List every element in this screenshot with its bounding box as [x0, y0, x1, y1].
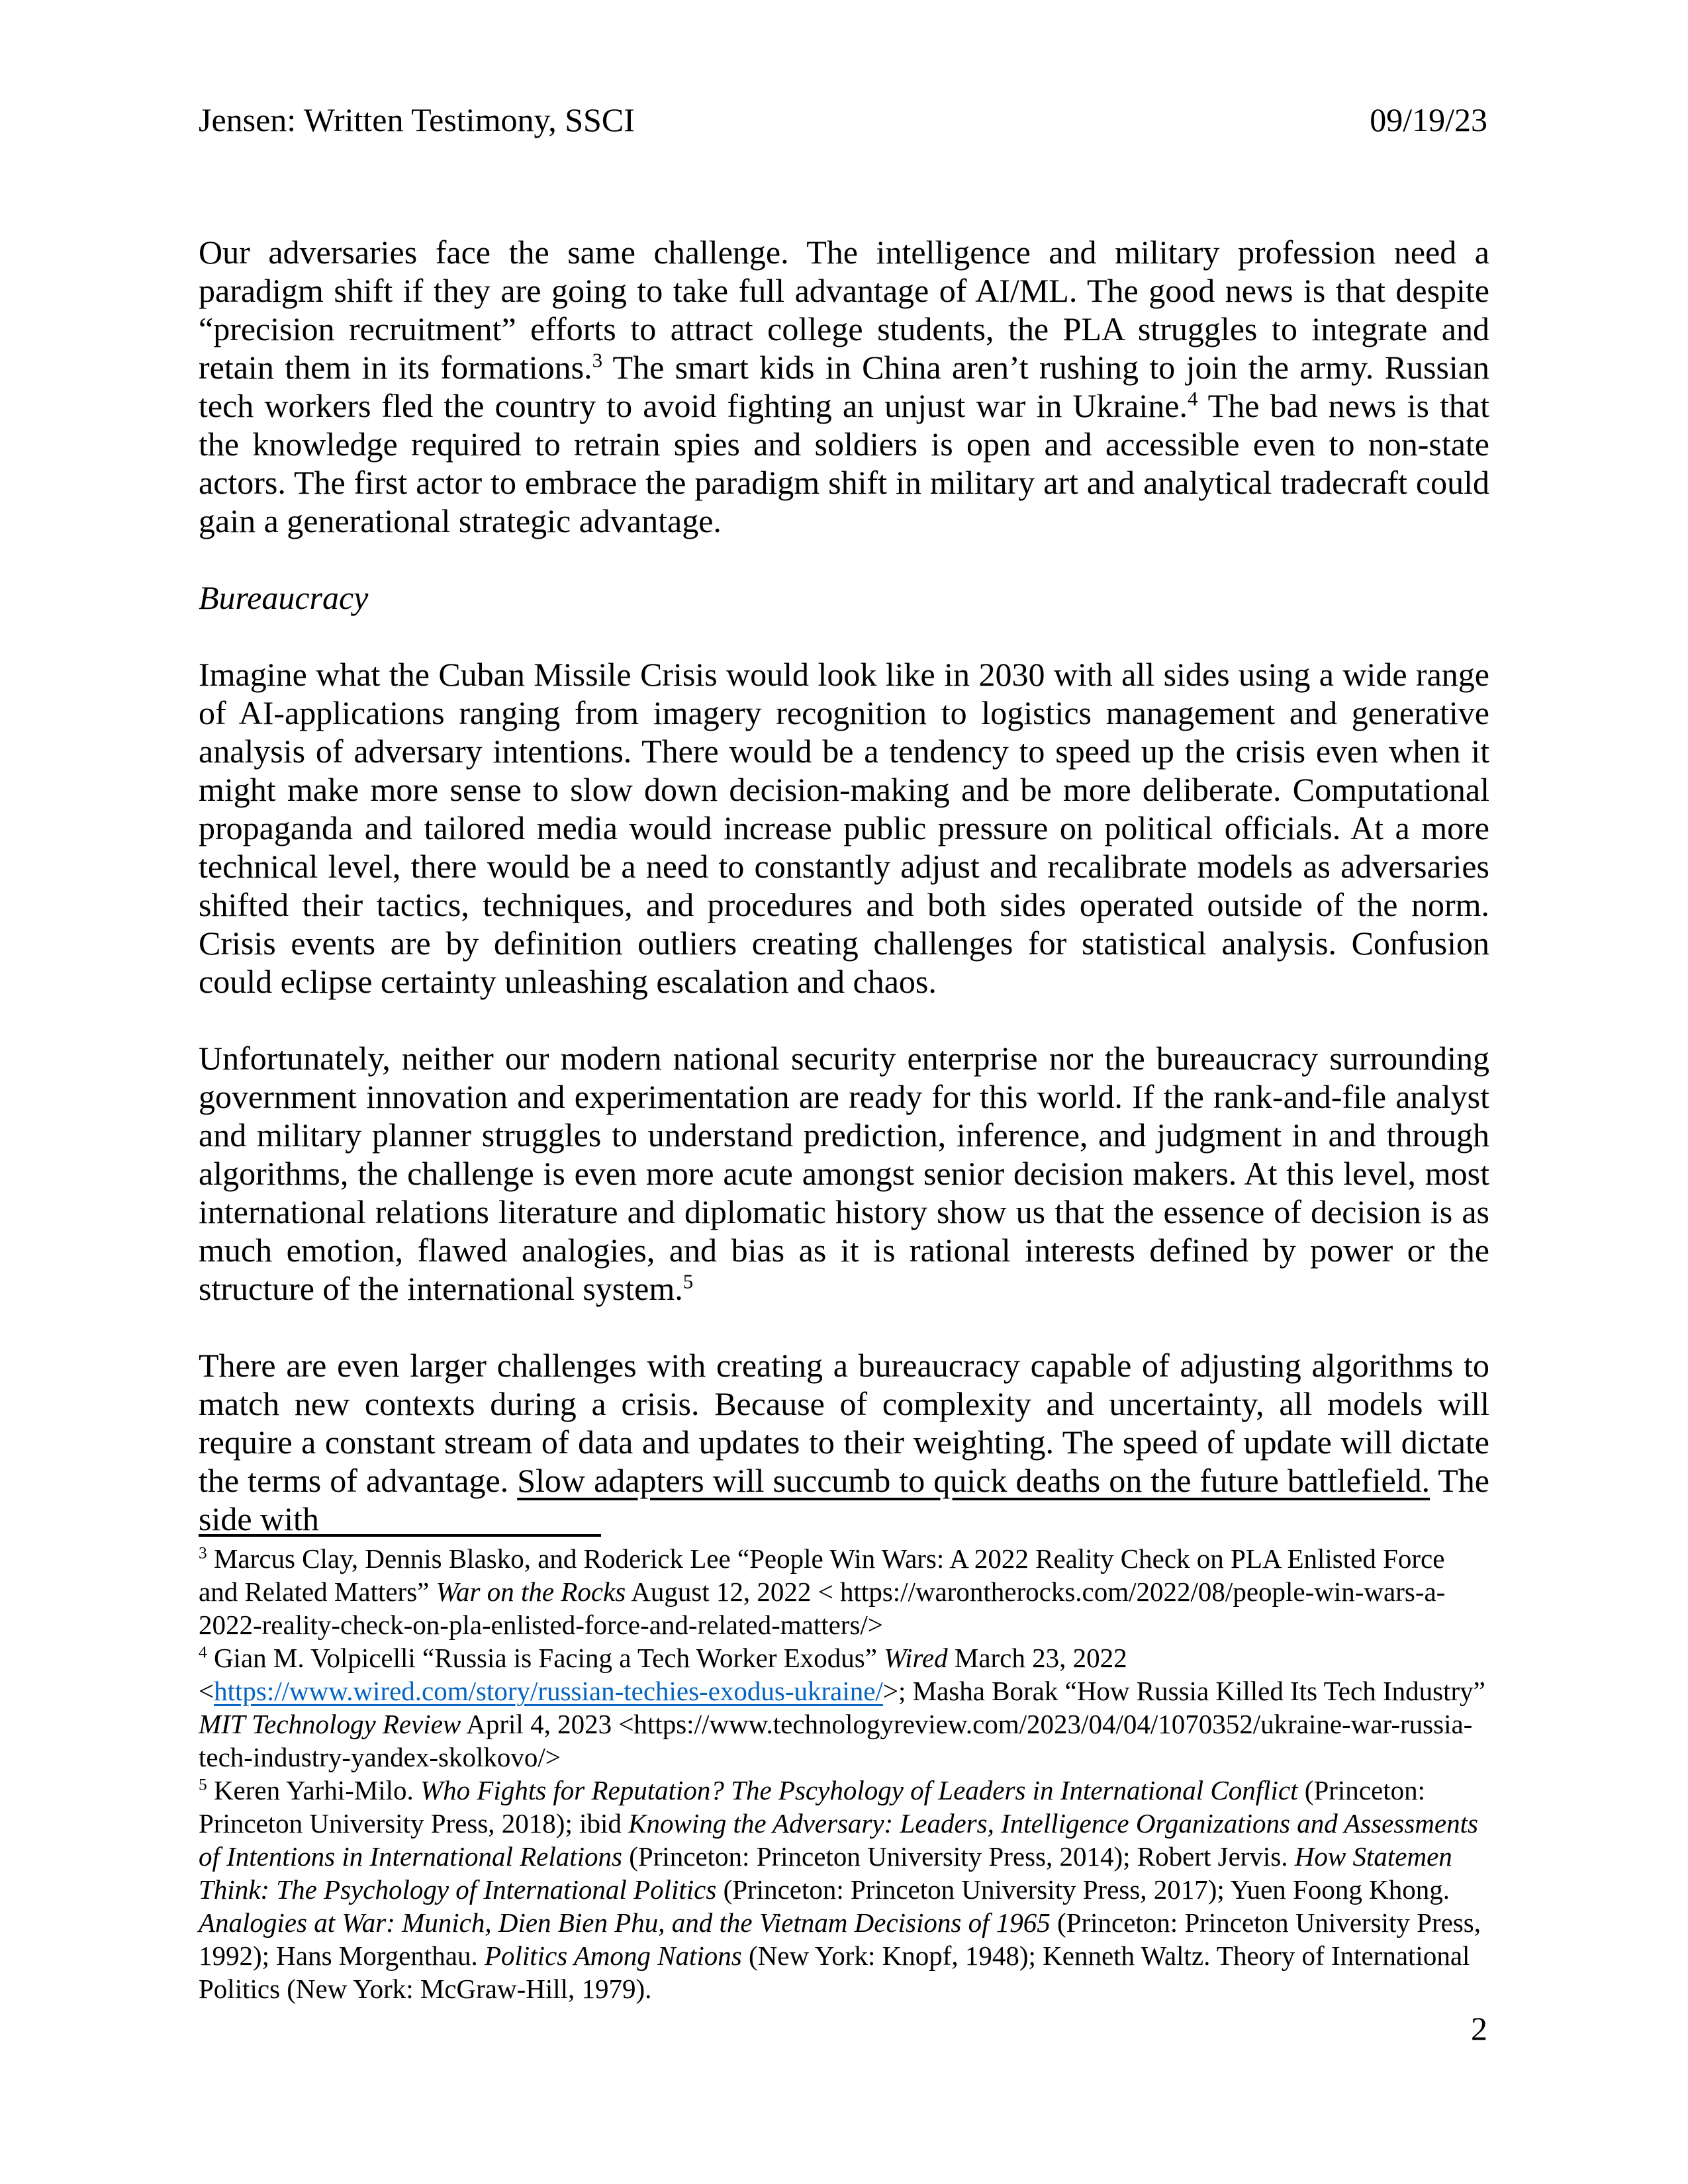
footnote-separator	[199, 1534, 601, 1537]
document-body	[199, 233, 1489, 1576]
footnote-reference: 5	[199, 1775, 207, 1794]
paragraph-cuban-missile-crisis: Imagine what the Cuban Missile Crisis would look like in 2030 with all sides using a wide range of AI-applications ranging from imagery recognition to logistics management and generative analysis of adversary intentions. There would be a tendency to speed up the crisis even when it might make more sense to slow down decision-making and be more deliberate. Computational propaganda and tailored media would increase public pressure on political officials. At a more technical level, there would be a need to constantly adjust and recalibrate models as adversaries shifted their tactics, techniques, and procedures and both sides operated outside of the norm. Crisis events are by definition outliers creating challenges for statistical analysis. Confusion could eclipse certainty unleashing escalation and chaos.	[199, 656, 1489, 1000]
footnote-3: $^3$ Marcus Clay, Dennis Blasko, and Roderick Lee “People Win Wars: A 2022 Reality Check on PLA Enlisted Force and Related Matters” War on the Rocks August 12, 2022 < https://warontherocks.com/2022/08/people-win-wars-a-2022-reality-check-on-pla-enlisted-force-and-related-matters/>	[199, 1543, 1446, 1640]
paragraph-bureaucracy-readiness: Unfortunately, neither our modern national security enterprise nor the bureaucracy surrounding government innovation and experimentation are ready for this world. If the rank-and-file analyst and military planner struggles to understand prediction, inference, and judgment in and through algorithms, the challenge is even more acute amongst senior decision makers. At this level, most international relations literature and diplomatic history show us that the essence of decision is as much emotion, flawed analogies, and bias as it is rational interests defined by power or the structure of the international system.$^5$	[199, 1040, 1489, 1307]
header-title: Jensen: Written Testimony, SSCI	[199, 101, 635, 138]
footnote-5: $^5$ Keren Yarhi-Milo. Who Fights for Reputation? The Pscyhology of Leaders in International Conflict (Princeton: Princeton University Press, 2018); ibid Knowing the Adversary: Leaders, Intelligence Organizations and Assessments of Intentions in International Relations (Princeton: Princeton University Press, 2014); Robert Jervis. How Statemen Think: The Psychology of International Politics (Princeton: Princeton University Press, 2017); Yuen Foong Khong. Analogies at War: Munich, Dien Bien Phu, and the Vietnam Decisions of 1965 (Princeton: Princeton University Press, 1992); Hans Morgenthau. Politics Among Nations (New York: Knopf, 1948); Kenneth Waltz. Theory of International Politics (New York: McGraw-Hill, 1979).	[199, 1775, 1481, 2004]
page-number: 2	[1471, 2010, 1487, 2047]
paragraph-adjusting-algorithms: There are even larger challenges with creating a bureaucracy capable of adjusting algorithms to match new contexts during a crisis. Because of complexity and uncertainty, all models will require a constant stream of data and updates to their weighting. The speed of update will dictate the terms of advantage. Slow adapters will succumb to quick deaths on the future battlefield. The side with	[199, 1347, 1489, 1537]
paragraph-adversaries: Our adversaries face the same challenge. The intelligence and military profession need a paradigm shift if they are going to take full advantage of AI/ML. The good news is that despite “precision recruitment” efforts to attract college students, the PLA struggles to integrate and retain them in its formations.$^3$ The smart kids in China aren’t rushing to join the army. Russian tech workers fled the country to avoid fighting an unjust war in Ukraine.$^4$ The bad news is that the knowledge required to retrain spies and soldiers is open and accessible even to non-state actors. The first actor to embrace the paradigm shift in military art and analytical tradecraft could gain a generational strategic advantage.	[199, 234, 1489, 539]
section-heading-bureaucracy: Bureaucracy	[199, 579, 369, 616]
page-header	[199, 101, 1487, 139]
header-date: 09/19/23	[1370, 101, 1487, 138]
footnote-reference: 4	[1187, 387, 1198, 410]
hyperlink[interactable]: https://www.wired.com/story/russian-techies-exodus-ukraine/	[214, 1676, 883, 1706]
footnote-reference: 3	[199, 1543, 207, 1563]
footnotes-section	[199, 1542, 1489, 2005]
footnote-reference: 3	[592, 348, 603, 372]
footnote-reference: 4	[199, 1643, 207, 1662]
footnote-reference: 5	[682, 1269, 694, 1293]
footnote-4: $^4$ Gian M. Volpicelli “Russia is Facing a Tech Worker Exodus” Wired March 23, 2022 <https://www.wired.com/story/russian-techies-exodus-ukraine/>; Masha Borak “How Russia Killed Its Tech Industry” MIT Technology Review April 4, 2023 <https://www.technologyreview.com/2023/04/04/1070352/ukraine-war-russia-tech-industry-yandex-skolkovo/>	[199, 1643, 1485, 1772]
